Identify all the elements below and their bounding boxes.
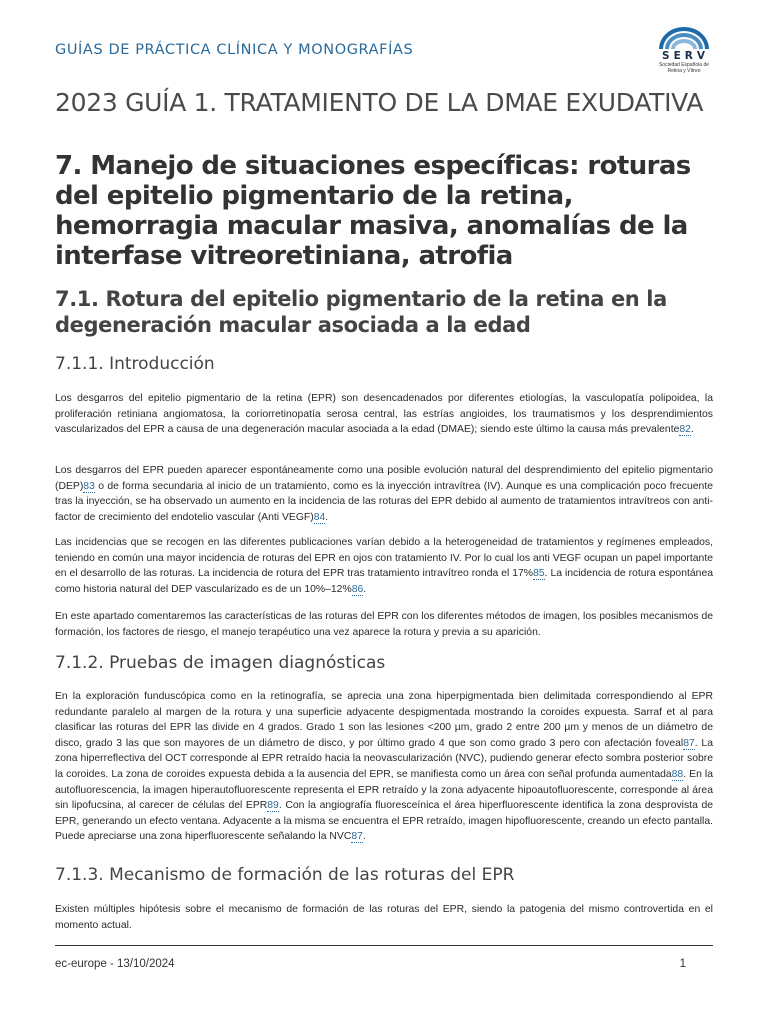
footer-source-date: ec-europe - 13/10/2024 xyxy=(55,958,175,970)
subsection-title-pruebas: 7.1.2. Pruebas de imagen diagnósticas xyxy=(55,653,386,673)
reference-link[interactable]: 87 xyxy=(351,831,363,843)
reference-link[interactable]: 86 xyxy=(351,583,364,595)
page-header xyxy=(55,40,713,80)
paragraph-intro-4: En este apartado comentaremos las características de las roturas del EPR con los diferentes métodos de imagen, los posibles mecanismos de formación, los factores de riesgo, el manejo terapéutico una vez aparece la rotura y previa a su aparición. xyxy=(55,611,713,638)
paragraph-intro-2: Los desgarros del EPR pueden aparecer espontáneamente como una posible evolución natural del desprendimiento del epitelio pigmentario (DEP)83 o de forma secundaria al inicio de un tratamiento, como es la inyección intravítrea (IV). Aunque es una complicación poco frecuente tras la inyección, se ha observado un aumento en la incidencia de las roturas del EPR debido al aumento de tratamientos intravítreos con anti-factor de crecimiento del endotelio vascular (Anti VEGF)84. xyxy=(55,465,713,523)
footer-divider xyxy=(55,945,713,946)
paragraph-pruebas: En la exploración funduscópica como en la retinografía, se aprecia una zona hiperpigmentada bien delimitada correspondiendo al EPR redundante paralelo al margen de la rotura y una superficie adyacente despigmentada mostrando la coroides expuesta. Sarraf et al para clasificar las roturas del EPR las divide en 4 grados. Grado 1 son las lesiones <200 µm, grado 2 entre 200 µm y menos de un diámetro de disco, grado 3 las que son mayores de un diámetro de disco, y por último grado 4 que son como grado 3 pero con afectación foveal87. La zona hiperreflectiva del OCT corresponde al EPR retraído hacia la neovascularización (NVC), pudiendo generar efecto sombra posterior sobre la coroides. La zona de coroides expuesta debida a la ausencia del EPR, se manifiesta como un área con señal profunda aumentada88. En la autofluorescencia, la imagen hiperautofluorescente representa el EPR retraído y la zona adyacente hipoautofluorescente, corresponde al área sin lipofucsina, al carecer de células del EPR89. Con la angiografía fluoresceínica el área hiperfluorescente identifica la zona desprovista de EPR, generando un efecto ventana. Adyacente a la misma se encuentra el EPR retraído, imagen hipofluorescente, creando un efecto pantalla. Puede apreciarse una zona hiperfluorescente señalando la NVC87. xyxy=(55,691,713,843)
series-title: GUÍAS DE PRÁCTICA CLÍNICA Y MONOGRAFÍAS xyxy=(55,42,414,58)
logo-arc-icon xyxy=(655,23,713,49)
reference-link[interactable]: 84 xyxy=(313,511,326,523)
logo-name: SERV xyxy=(662,50,709,62)
subsection-title-mecanismo: 7.1.3. Mecanismo de formación de las roturas del EPR xyxy=(55,865,515,885)
paragraph-intro-1: Los desgarros del epitelio pigmentario de la retina (EPR) son desencadenados por diferentes etiologías, la vasculopatía polipoidea, la proliferación retiniana angiomatosa, la coriorretinopatía serosa central, las estrías angioides, los traumatismos y los desprendimientos vascularizados del EPR a causa de una degeneración macular asociada a la edad (DMAE); siendo este último la causa más prevalente82. xyxy=(55,393,713,436)
paragraph-intro-3: Las incidencias que se recogen en las diferentes publicaciones varían debido a la heterogeneidad de tratamientos y regímenes empleados, teniendo en común una mayor incidencia de roturas del EPR en ojos con tratamiento IV. Por lo cual los anti VEGF ocupan un papel importante en el desarrollo de las roturas. La incidencia de rotura del EPR tras tratamiento intravítreo ronda el 17%85. La incidencia de rotura espontánea como historia natural del DEP vascularizado es de un 10%–12%86. xyxy=(55,537,713,595)
reference-link[interactable]: 82 xyxy=(679,424,691,436)
reference-link[interactable]: 88 xyxy=(671,768,684,780)
section-title: 7.1. Rotura del epitelio pigmentario de la retina en la degeneración macular asociada a la edad xyxy=(55,287,667,337)
chapter-title: 7. Manejo de situaciones específicas: roturas del epitelio pigmentario de la retina, hemorragia macular masiva, anomalías de la interfase vitreoretiniana, atrofia xyxy=(55,151,691,271)
reference-link[interactable]: 87 xyxy=(683,737,695,749)
reference-link[interactable]: 89 xyxy=(267,800,279,812)
paragraph-mecanismo: Existen múltiples hipótesis sobre el mecanismo de formación de las roturas del EPR, siendo la patogenia del mismo controvertida en el momento actual. xyxy=(55,904,713,931)
reference-link[interactable]: 83 xyxy=(83,480,95,492)
subsection-title-introduccion: 7.1.1. Introducción xyxy=(55,354,215,374)
logo-subtitle: Sociedad Española de Retina y Vítreo xyxy=(658,62,710,74)
guide-title: 2023 GUÍA 1. TRATAMIENTO DE LA DMAE EXUDATIVA xyxy=(55,88,704,117)
serv-logo xyxy=(655,23,713,79)
reference-link[interactable]: 85 xyxy=(533,568,545,580)
page-number: 1 xyxy=(679,958,686,970)
